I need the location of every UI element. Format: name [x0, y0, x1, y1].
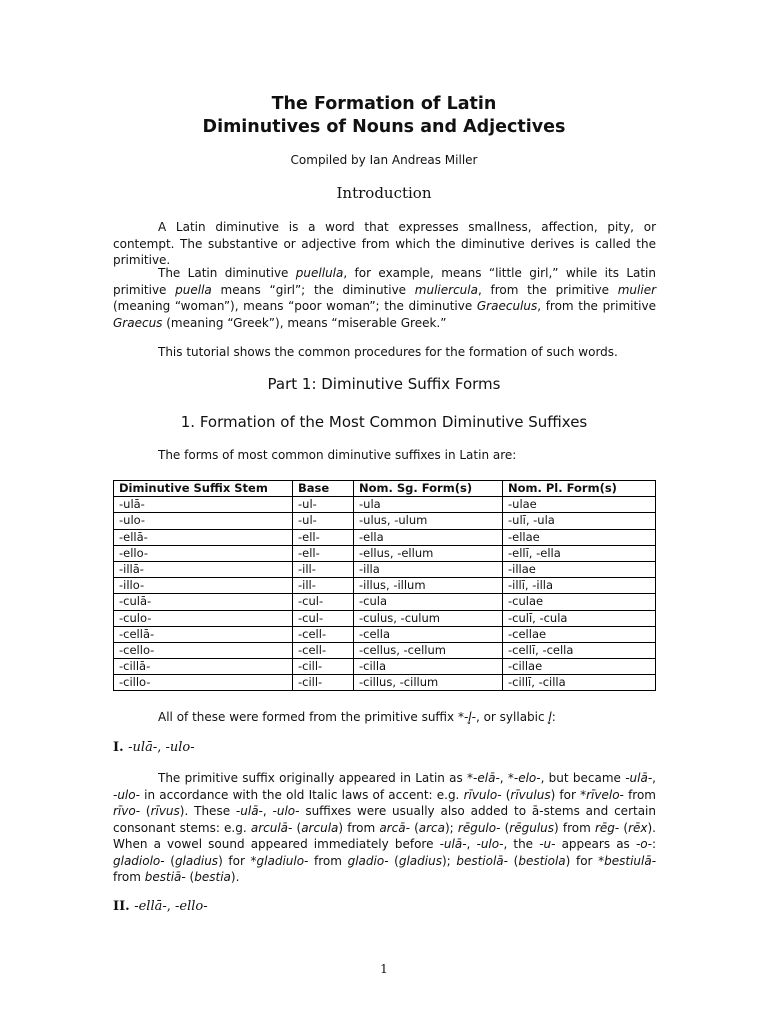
table-cell: -illus, -illum	[354, 578, 503, 594]
table-cell: -ell-	[293, 529, 354, 545]
table-row	[114, 626, 656, 642]
table-row	[114, 497, 656, 513]
page-number: 1	[380, 962, 388, 976]
table-cell: -ellā-	[114, 529, 293, 545]
column-header-nom-sg: Nom. Sg. Form(s)	[354, 481, 503, 497]
document-title-line-2: Diminutives of Nouns and Adjectives	[202, 117, 566, 137]
table-cell: -cella	[354, 626, 503, 642]
section-II-heading: II. -ellā-, -ello-	[113, 899, 208, 914]
table-header-row	[114, 481, 656, 497]
table-cell: -cillus, -cillum	[354, 675, 503, 691]
table-cell: -illā-	[114, 561, 293, 577]
table-cell: -ula	[354, 497, 503, 513]
table-row	[114, 545, 656, 561]
table-cell: -cul-	[293, 610, 354, 626]
column-header-suffix-stem: Diminutive Suffix Stem	[114, 481, 293, 497]
table-cell: -ella	[354, 529, 503, 545]
table-cell: -ellus, -ellum	[354, 545, 503, 561]
table-cell: -cellī, -cella	[503, 642, 656, 658]
table-cell: -cul-	[293, 594, 354, 610]
column-header-nom-pl: Nom. Pl. Form(s)	[503, 481, 656, 497]
table-cell: -illa	[354, 561, 503, 577]
table-row	[114, 513, 656, 529]
author-credit: Compiled by Ian Andreas Miller	[290, 153, 478, 167]
document-title-line-1: The Formation of Latin	[271, 94, 497, 114]
table-cell: -ul-	[293, 497, 354, 513]
part-1-heading: Part 1: Diminutive Suffix Forms	[267, 375, 501, 393]
after-table-text: All of these were formed from the primitive suffix *-l̥-, or syllabic l̥:	[158, 710, 556, 724]
table-cell: -cillo-	[114, 675, 293, 691]
table-cell: -culī, -cula	[503, 610, 656, 626]
table-cell: -ulo-	[114, 513, 293, 529]
section-I-paragraph: The primitive suffix originally appeared in Latin as *-elā-, *-elo-, but became -ulā-, -ulo- in accordance with the old Italic laws of accent: e.g. rīvulo- (rīvulus) for *rīvelo- from rīvo- (rīvus). These -ulā-, -ulo- suffixes were usually also added to ā-stems and certain consonant stems: e.g. arculā- (arcula) from arcā- (arca); rēgulo- (rēgulus) from rēg- (rēx). When a vowel sound appeared immediately before -ulā-, -ulo-, the -u- appears as -o-: gladiolo- (gladius) for *gladiulo- from gladio- (gladius); bestiolā- (bestiola) for *bestiulā- from bestiā- (bestia).	[113, 771, 657, 884]
table-cell: -ellae	[503, 529, 656, 545]
table-cell: -cillī, -cilla	[503, 675, 656, 691]
table-row	[114, 594, 656, 610]
table-cell: -ul-	[293, 513, 354, 529]
table-cell: -cillā-	[114, 659, 293, 675]
table-cell: -cello-	[114, 642, 293, 658]
table-cell: -ulā-	[114, 497, 293, 513]
table-row	[114, 578, 656, 594]
table-cell: -culus, -culum	[354, 610, 503, 626]
table-cell: -culā-	[114, 594, 293, 610]
table-row	[114, 610, 656, 626]
table-cell: -cellā-	[114, 626, 293, 642]
table-intro-text: The forms of most common diminutive suffixes in Latin are:	[158, 448, 517, 462]
table-cell: -ill-	[293, 578, 354, 594]
table-cell: -ellī, -ella	[503, 545, 656, 561]
table-cell: -cell-	[293, 626, 354, 642]
intro-paragraph-1: A Latin diminutive is a word that expresses smallness, affection, pity, or contempt. The substantive or adjective from which the diminutive derives is called the primitive.	[113, 220, 656, 267]
table-row	[114, 529, 656, 545]
table-cell: -illī, -illa	[503, 578, 656, 594]
table-row	[114, 561, 656, 577]
table-row	[114, 659, 656, 675]
table-cell: -culae	[503, 594, 656, 610]
table-cell: -cellus, -cellum	[354, 642, 503, 658]
table-cell: -illae	[503, 561, 656, 577]
table-cell: -cellae	[503, 626, 656, 642]
table-cell: -ell-	[293, 545, 354, 561]
column-header-base: Base	[293, 481, 354, 497]
intro-paragraph-3: This tutorial shows the common procedures for the formation of such words.	[158, 345, 618, 359]
table-cell: -cill-	[293, 675, 354, 691]
table-cell: -culo-	[114, 610, 293, 626]
table-cell: -cilla	[354, 659, 503, 675]
table-cell: -ulae	[503, 497, 656, 513]
table-cell: -cill-	[293, 659, 354, 675]
table-row	[114, 642, 656, 658]
table-cell: -ulus, -ulum	[354, 513, 503, 529]
table-row	[114, 675, 656, 691]
table-cell: -cell-	[293, 642, 354, 658]
table-cell: -illo-	[114, 578, 293, 594]
table-cell: -cula	[354, 594, 503, 610]
table-cell: -ulī, -ula	[503, 513, 656, 529]
table-cell: -ill-	[293, 561, 354, 577]
table-cell: -cillae	[503, 659, 656, 675]
diminutive-suffix-table	[113, 480, 656, 691]
section-1-heading: 1. Formation of the Most Common Diminutive Suffixes	[180, 413, 588, 431]
intro-paragraph-2: The Latin diminutive puellula, for example, means “little girl,” while its Latin primitive puella means “girl”; the diminutive muliercula, from the primitive mulier (meaning “woman”), means “poor woman”; the diminutive Graeculus, from the primitive Graecus (meaning “Greek”), means “miserable Greek.”	[113, 266, 657, 330]
table-cell: -ello-	[114, 545, 293, 561]
section-I-heading: I. -ulā-, -ulo-	[113, 740, 195, 755]
introduction-heading: Introduction	[336, 184, 432, 202]
